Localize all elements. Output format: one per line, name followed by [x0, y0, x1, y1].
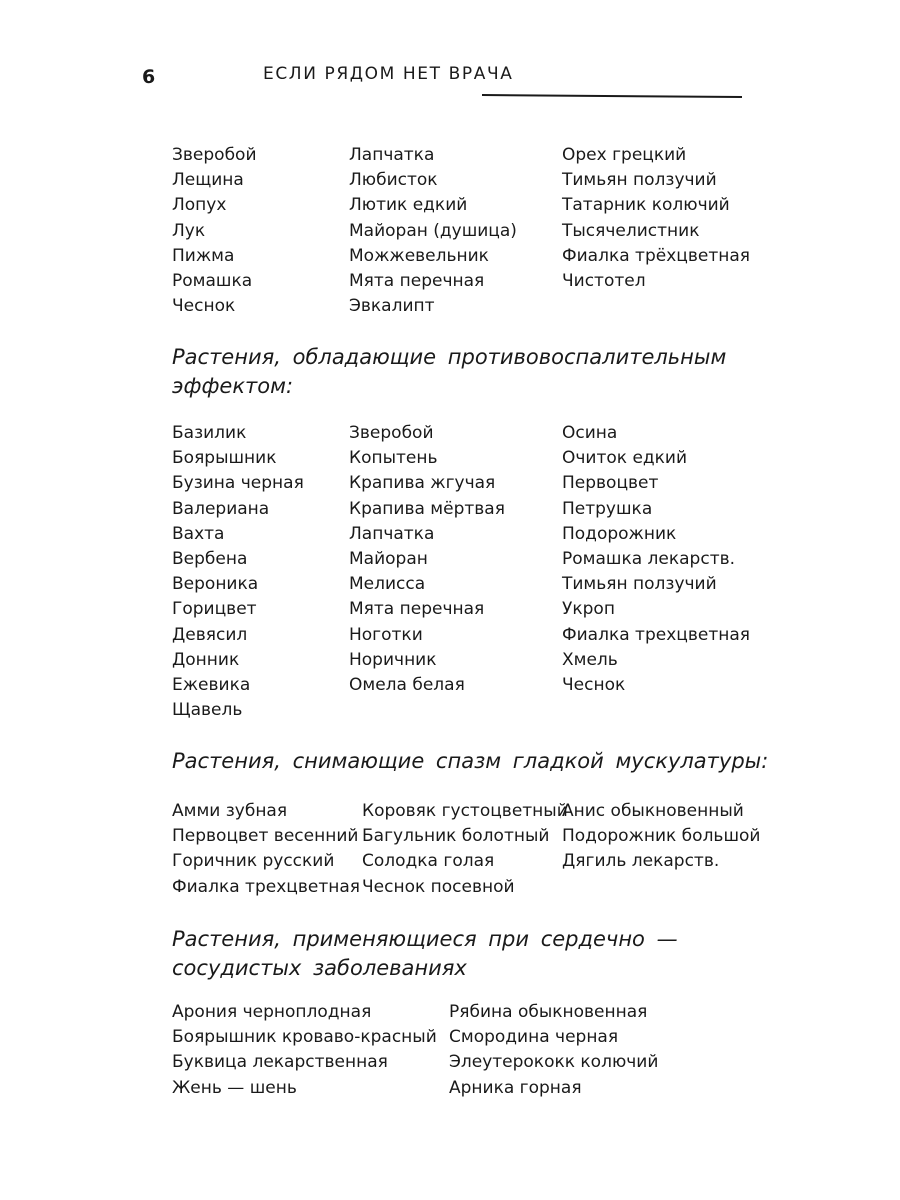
plant-item: Зверобой [172, 145, 257, 165]
plant-item: Дягиль лекарств. [562, 851, 720, 872]
plant-item: Чеснок [172, 296, 236, 317]
plant-item: Пижма [172, 245, 235, 266]
plant-item: Багульник болотный [362, 826, 550, 847]
plant-item: Крапива мёртвая [349, 498, 505, 519]
plant-item: Жень — шень [172, 1077, 297, 1098]
section-heading-anti-inflammatory [172, 343, 726, 401]
plant-item: Подорожник большой [562, 826, 761, 847]
plant-item: Хмель [562, 649, 618, 670]
list-2-column-1 [172, 421, 304, 723]
plant-item: Горицвет [172, 599, 257, 620]
plant-item: Мелисса [349, 574, 426, 595]
list-2-column-2 [349, 421, 505, 698]
plant-item: Вербена [172, 548, 248, 569]
list-1-column-2 [349, 143, 517, 319]
plant-item: Вероника [172, 574, 259, 595]
plant-item: Вахта [172, 523, 225, 544]
plant-item: Фиалка трехцветная [562, 624, 750, 645]
plant-item: Мята перечная [349, 270, 485, 291]
plant-item: Солодка голая [362, 851, 495, 872]
section-heading-cardiovascular [172, 925, 678, 983]
plant-item: Норичник [349, 649, 437, 670]
plant-item: Лук [172, 220, 206, 241]
plant-item: Ромашка лекарств. [562, 548, 736, 569]
plant-item: Очиток едкий [562, 448, 688, 469]
plant-item: Можжевельник [349, 245, 489, 266]
list-1-column-1 [172, 143, 257, 319]
plant-item: Бузина черная [172, 473, 304, 494]
plant-item: Горичник русский [172, 851, 335, 872]
plant-item: Эвкалипт [349, 296, 435, 317]
plant-item: Омела белая [349, 674, 465, 695]
plant-item: Боярышник кроваво-красный [172, 1027, 437, 1048]
plant-item: Петрушка [562, 498, 653, 519]
plant-item: Тимьян ползучий [562, 170, 717, 191]
plant-item: Первоцвет весенний [172, 826, 359, 847]
plant-item: Чеснок посевной [362, 876, 515, 897]
list-2-column-3 [562, 421, 750, 698]
plant-item: Тимьян ползучий [562, 574, 717, 595]
plant-item: Ноготки [349, 624, 423, 645]
running-title: ЕСЛИ РЯДОМ НЕТ ВРАЧА [263, 64, 514, 84]
heading-line: Растения, обладающие противовоспалительным [172, 345, 727, 369]
plant-item: Щавель [172, 700, 243, 721]
list-4-column-2 [449, 1000, 658, 1101]
list-3-column-3 [562, 799, 760, 875]
plant-item: Осина [562, 423, 618, 443]
plant-item: Буквица лекарственная [172, 1052, 388, 1073]
plant-item: Рябина обыкновенная [449, 1002, 648, 1022]
plant-item: Крапива жгучая [349, 473, 496, 494]
plant-item: Ежевика [172, 674, 251, 695]
plant-item: Лопух [172, 195, 227, 216]
plant-item: Валериана [172, 498, 270, 519]
plant-item: Майоран [349, 548, 428, 569]
plant-item: Базилик [172, 423, 247, 443]
plant-item: Лещина [172, 170, 244, 191]
plant-item: Анис обыкновенный [562, 801, 744, 821]
plant-item: Арника горная [449, 1077, 582, 1098]
list-3-column-2 [362, 799, 568, 900]
plant-item: Донник [172, 649, 240, 670]
plant-item: Лапчатка [349, 523, 435, 544]
plant-item: Амми зубная [172, 801, 288, 821]
plant-item: Девясил [172, 624, 248, 645]
page-number: 6 [142, 66, 156, 88]
header-rule [482, 94, 742, 98]
plant-item: Боярышник [172, 448, 277, 469]
plant-item: Мята перечная [349, 599, 485, 620]
plant-item: Чеснок [562, 674, 626, 695]
plant-item: Копытень [349, 448, 438, 469]
plant-item: Зверобой [349, 423, 434, 443]
plant-item: Элеутерококк колючий [449, 1052, 659, 1073]
plant-item: Фиалка трёхцветная [562, 245, 750, 266]
heading-line: Растения, применяющиеся при сердечно — [172, 927, 678, 951]
plant-item: Татарник колючий [562, 195, 730, 216]
list-4-column-1 [172, 1000, 437, 1101]
heading-line: сосудистых заболеваниях [172, 956, 467, 980]
section-heading-antispasmodic [172, 747, 768, 776]
plant-item: Коровяк густоцветный [362, 801, 568, 821]
heading-line: Растения, снимающие спазм гладкой мускулатуры: [172, 749, 769, 773]
plant-item: Фиалка трехцветная [172, 876, 360, 897]
plant-item: Орех грецкий [562, 145, 687, 165]
plant-item: Подорожник [562, 523, 677, 544]
plant-item: Смородина черная [449, 1027, 619, 1048]
plant-item: Любисток [349, 170, 438, 191]
plant-item: Укроп [562, 599, 615, 620]
plant-item: Лапчатка [349, 145, 435, 165]
plant-item: Майоран (душица) [349, 220, 517, 241]
plant-item: Тысячелистник [562, 220, 700, 241]
plant-item: Арония черноплодная [172, 1002, 372, 1022]
plant-item: Чистотел [562, 270, 646, 291]
plant-item: Ромашка [172, 270, 253, 291]
plant-item: Лютик едкий [349, 195, 468, 216]
plant-item: Первоцвет [562, 473, 659, 494]
list-1-column-3 [562, 143, 750, 294]
heading-line: эффектом: [172, 374, 294, 398]
list-3-column-1 [172, 799, 360, 900]
